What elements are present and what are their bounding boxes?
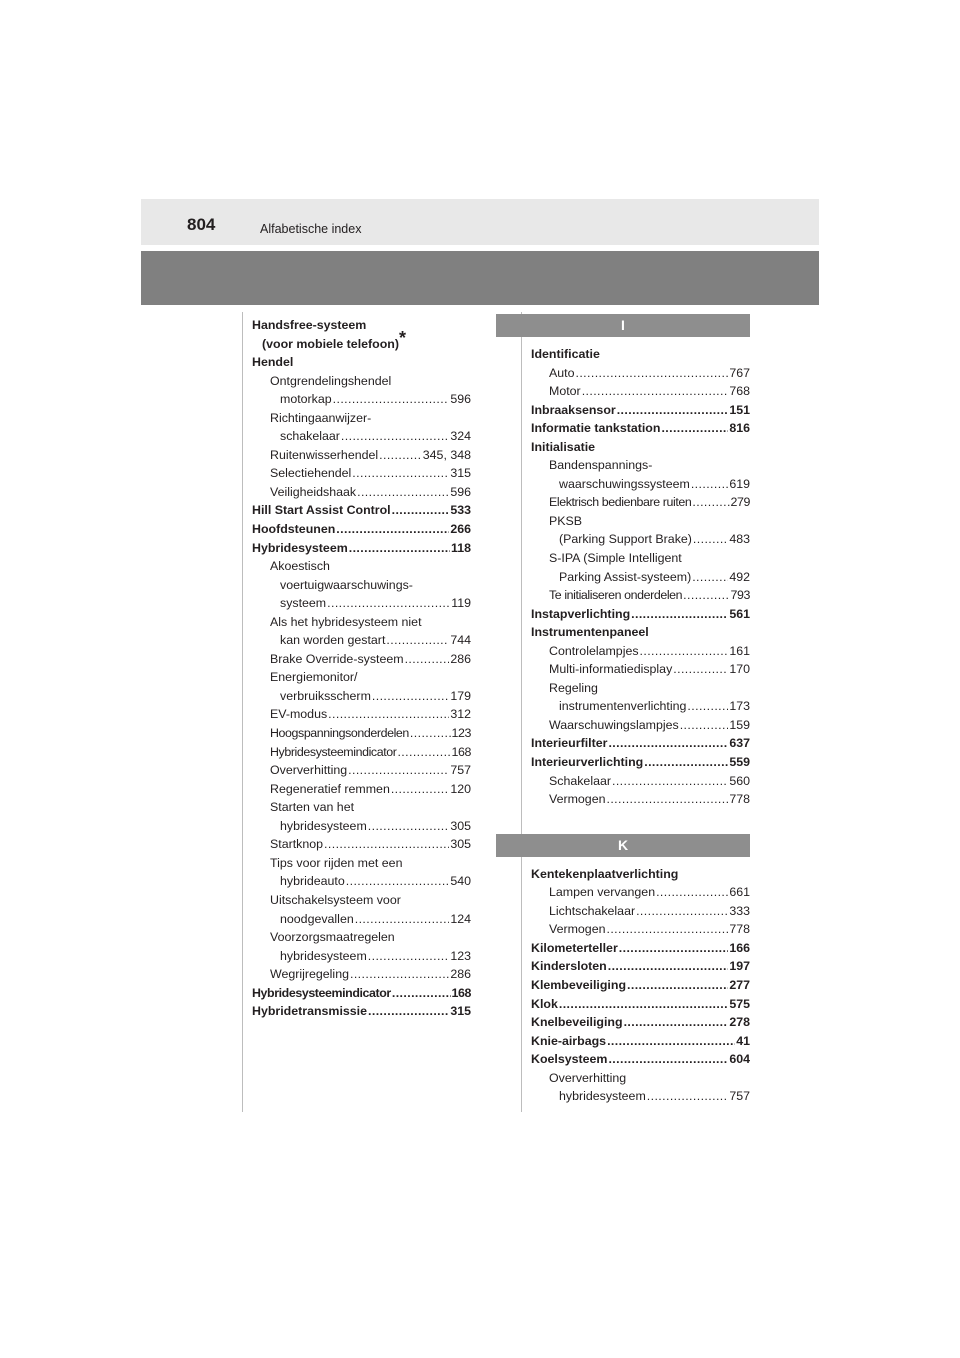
page-ref: 315 [450,1004,471,1019]
index-entry: Inbraaksensor ..... 151 [531,401,750,420]
index-subentry: Tips voor rijden met een hybrideauto ..... 540 [252,854,471,891]
index-subentry: Wegrijregeling ..... 286 [252,965,471,984]
index-subentry: Elektrisch bedienbare ruiten ..... 279 [531,493,750,512]
section-header-i: I [496,314,750,337]
column-divider-left [242,312,243,1112]
index-subentry: Multi-informatiedisplay ..... 170 [531,660,750,679]
page-ref: 123 [450,948,471,963]
page-ref: 637 [729,736,750,751]
page-ref: 661 [729,885,750,900]
index-subentry: Controlelampjes ..... 161 [531,642,750,661]
page-ref: 166 [729,940,750,955]
index-column-right [531,314,750,1106]
index-subentry: Auto ..... 767 [531,364,750,383]
page-ref: 278 [729,1015,750,1030]
index-subentry: Vermogen ..... 778 [531,920,750,939]
index-entry: Hybridesysteem ..... 118 [252,539,471,558]
page-ref: 170 [729,662,750,677]
index-entry: Interieurverlichting ..... 559 [531,753,750,772]
index-entry: Kilometerteller ..... 166 [531,939,750,958]
index-entry: Identificatie [531,347,600,361]
page-ref: 312 [450,707,471,722]
index-entry: Knie-airbags ..... 41 [531,1032,750,1051]
page-ref: 159 [729,717,750,732]
page-ref: 197 [729,959,750,974]
page-ref: 619 [729,476,750,491]
index-subentry: Oververhitting hybridesysteem ..... 757 [531,1069,750,1106]
index-entry: Kentekenplaatverlichting [531,866,679,881]
index-subentry: Voorzorgsmaatregelen hybridesysteem ..... 123 [252,928,471,965]
index-entry: Instrumentenpaneel [531,625,649,640]
index-subentry: Ruitenwisserhendel ..... 345, 348 [252,446,471,465]
index-subentry: Starten van het hybridesysteem ..... 305 [252,798,471,835]
index-subentry: Brake Override-systeem ..... 286 [252,650,471,669]
index-entry: Hill Start Assist Control ..... 533 [252,501,471,520]
index-subentry: EV-modus ..... 312 [252,705,471,724]
index-subentry: Regeneratief remmen ..... 120 [252,780,471,799]
page-ref: 768 [729,384,750,399]
index-entry: Hendel [252,355,294,370]
index-subentry: Energiemonitor/ verbruiksscherm ..... 179 [252,668,471,705]
index-entry: Initialisatie [531,439,596,454]
index-subentry: Veiligheidshaak ..... 596 [252,483,471,502]
page-ref: 561 [729,606,750,621]
page-ref: 286 [450,967,471,982]
index-subentry: Te initialiseren onderdelen ..... 793 [531,586,750,605]
page-ref: 123 [451,726,471,741]
page-ref: 120 [450,781,471,796]
page-ref: 41 [736,1033,750,1048]
page-ref: 179 [450,688,471,703]
page-title: Alfabetische index [260,222,362,236]
page-ref: 778 [729,792,750,807]
page-ref: 492 [729,569,750,584]
page-ref: 596 [450,392,471,407]
page-ref: 277 [729,977,750,992]
index-subentry: Oververhitting ..... 757 [252,761,471,780]
page-number: 804 [187,215,216,234]
index-subentry: S-IPA (Simple Intelligent Parking Assist-systeem) ..... 492 [531,549,750,586]
page-ref: 778 [729,922,750,937]
index-entry: Hybridesysteemindicator ..... 168 [252,984,471,1003]
index-entry: Informatie tankstation ..... 816 [531,419,750,438]
index-subentry: Startknop ..... 305 [252,835,471,854]
page-ref: 124 [450,911,471,926]
index-subentry: Bandenspannings- waarschuwingssysteem ..... 619 [531,456,750,493]
index-entry: Knelbeveiliging ..... 278 [531,1013,750,1032]
header-band [141,251,819,305]
page-ref: 559 [729,755,750,770]
page-ref: 119 [451,596,471,611]
section-header-k: K [496,834,750,857]
page-ref: 596 [450,484,471,499]
index-subentry: Als het hybridesysteem niet kan worden gestart ..... 744 [252,613,471,650]
page-ref: 757 [450,763,471,778]
page-ref: 161 [729,643,750,658]
index-subentry: Hoogspanningsonderdelen ..... 123 [252,724,471,743]
index-subentry: Schakelaar ..... 560 [531,772,750,791]
page-ref: 286 [450,651,471,666]
page-ref: 744 [450,633,471,648]
page-ref: 575 [729,996,750,1011]
index-subentry: Waarschuwingslampjes ..... 159 [531,716,750,735]
index-subentry: Vermogen ..... 778 [531,790,750,809]
index-entry: Kindersloten ..... 197 [531,957,750,976]
index-subentry: Uitschakelsysteem voor noodgevallen ..... 124 [252,891,471,928]
page-ref: 345, 348 [422,447,471,462]
index-subentry: PKSB (Parking Support Brake) ..... 483 [531,512,750,549]
index-subentry: Hybridesysteemindicator ..... 168 [252,743,471,762]
page-ref: 533 [450,503,471,518]
index-entry: Koelsysteem ..... 604 [531,1050,750,1069]
page-ref: 333 [729,903,750,918]
index-entry: Instapverlichting ..... 561 [531,605,750,624]
index-subentry: Lampen vervangen ..... 661 [531,883,750,902]
page-ref: 305 [450,818,471,833]
page-ref: 168 [451,744,471,759]
index-entry: Klembeveiliging ..... 277 [531,976,750,995]
index-entry: Interieurfilter ..... 637 [531,734,750,753]
page-ref: 118 [451,540,471,555]
page-ref: 305 [450,837,471,852]
index-subentry: Motor ..... 768 [531,382,750,401]
page-ref: 324 [450,429,471,444]
page-ref: 173 [729,699,750,714]
index-entry: Hybridetransmissie ..... 315 [252,1002,471,1021]
page-ref: 151 [729,402,750,417]
index-entry: Hoofdsteunen ..... 266 [252,520,471,539]
footnote-asterisk: * [399,327,407,348]
page-ref: 279 [730,495,750,510]
page-ref: 266 [450,522,471,537]
page-ref: 560 [729,773,750,788]
page-ref: 767 [729,365,750,380]
index-subentry: Richtingaanwijzer- schakelaar ..... 324 [252,409,471,446]
page-ref: 540 [450,874,471,889]
page-ref: 816 [729,421,750,436]
index-subentry: Selectiehendel ..... 315 [252,464,471,483]
header-bar [141,199,819,245]
index-subentry: Ontgrendelingshendel motorkap ..... 596 [252,372,471,409]
index-subentry: Regeling instrumentenverlichting ..... 173 [531,679,750,716]
index-column-left [252,316,471,1021]
index-entry: Handsfree-systeem (voor mobiele telefoon)* [252,318,407,351]
page-ref: 315 [450,466,471,481]
index-entry: Klok ..... 575 [531,995,750,1014]
page-ref: 483 [729,532,750,547]
index-subentry: Lichtschakelaar ..... 333 [531,902,750,921]
index-subentry: Akoestisch voertuigwaarschuwings- systeem ..... 119 [252,557,471,613]
page-ref: 793 [730,588,750,603]
page-ref: 604 [729,1052,750,1067]
page-ref: 757 [729,1089,750,1104]
page-ref: 168 [451,985,471,1000]
column-divider-middle [521,312,522,1112]
